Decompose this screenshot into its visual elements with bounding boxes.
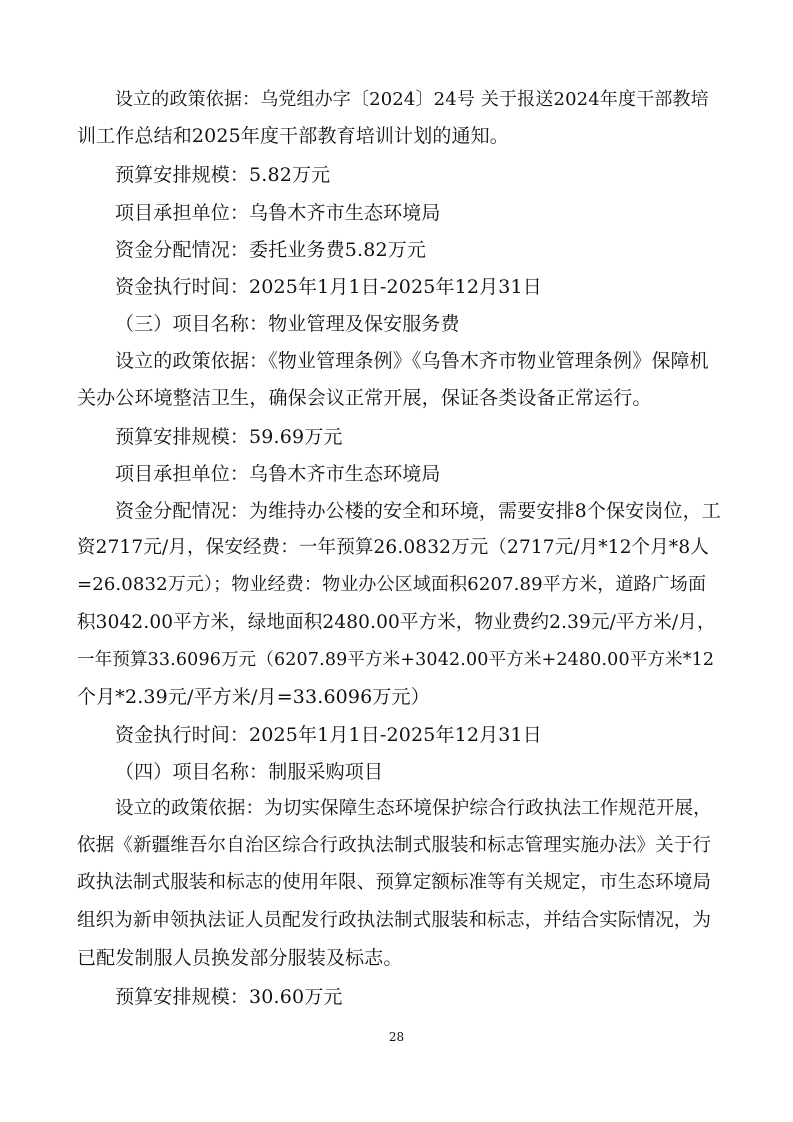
page-number: 28 bbox=[388, 1030, 405, 1044]
text-line: 训工作总结和2025年度干部教育培训计划的通知。 bbox=[77, 125, 509, 147]
text-line: 设立的政策依据：乌党组办字〔2024〕24号 关于报送2024年度干部教培 bbox=[115, 89, 709, 110]
section-heading: （四）项目名称：制服采购项目 bbox=[115, 761, 384, 783]
text-line: 项目承担单位：乌鲁木齐市生态环境局 bbox=[115, 463, 441, 485]
text-line: 预算安排规模：30.60万元 bbox=[115, 986, 343, 1008]
text-line: 积3042.00平方米，绿地面积2480.00平方米，物业费约2.39元/平方米/月， bbox=[77, 612, 716, 633]
text-line: 项目承担单位：乌鲁木齐市生态环境局 bbox=[115, 202, 441, 224]
text-line: 关办公环境整洁卫生，确保会议正常开展，保证各类设备正常运行。 bbox=[77, 387, 652, 409]
text-line: 预算安排规模：5.82万元 bbox=[115, 164, 331, 186]
section-heading: （三）项目名称：物业管理及保安服务费 bbox=[115, 313, 460, 335]
text-line: 设立的政策依据：为切实保障生态环境保护综合行政执法工作规范开展， bbox=[115, 798, 712, 819]
text-line: 一年预算33.6096万元（6207.89平方米+3042.00平方米+2480.00平方米*12 bbox=[77, 650, 715, 670]
text-line: 资金分配情况：为维持办公楼的安全和环境，需要安排8个保安岗位，工 bbox=[115, 500, 721, 522]
text-line: 资金执行时间：2025年1月1日-2025年12月31日 bbox=[115, 276, 542, 298]
text-line: 资金分配情况：委托业务费5.82万元 bbox=[115, 239, 427, 261]
text-line: 依据《新疆维吾尔自治区综合行政执法制式服装和标志管理实施办法》关于行 bbox=[77, 835, 712, 856]
text-line: 已配发制服人员换发部分服装及标志。 bbox=[77, 947, 403, 969]
text-line: 预算安排规模：59.69万元 bbox=[115, 426, 343, 448]
text-line: 设立的政策依据：《物业管理条例》《乌鲁木齐市物业管理条例》保障机 bbox=[115, 350, 709, 372]
text-line: 政执法制式服装和标志的使用年限、预算定额标准等有关规定，市生态环境局 bbox=[77, 872, 712, 893]
text-line: =26.0832万元）；物业经费：物业办公区域面积6207.89平方米，道路广场面 bbox=[77, 574, 707, 595]
text-line: 资金执行时间：2025年1月1日-2025年12月31日 bbox=[115, 724, 542, 746]
text-line: 资2717元/月，保安经费：一年预算26.0832万元（2717元/月*12个月*8人 bbox=[77, 537, 709, 558]
text-line: 个月*2.39元/平方米/月=33.6096万元） bbox=[77, 686, 430, 708]
text-line: 组织为新申领执法证人员配发行政执法制式服装和标志，并结合实际情况，为 bbox=[77, 910, 712, 931]
